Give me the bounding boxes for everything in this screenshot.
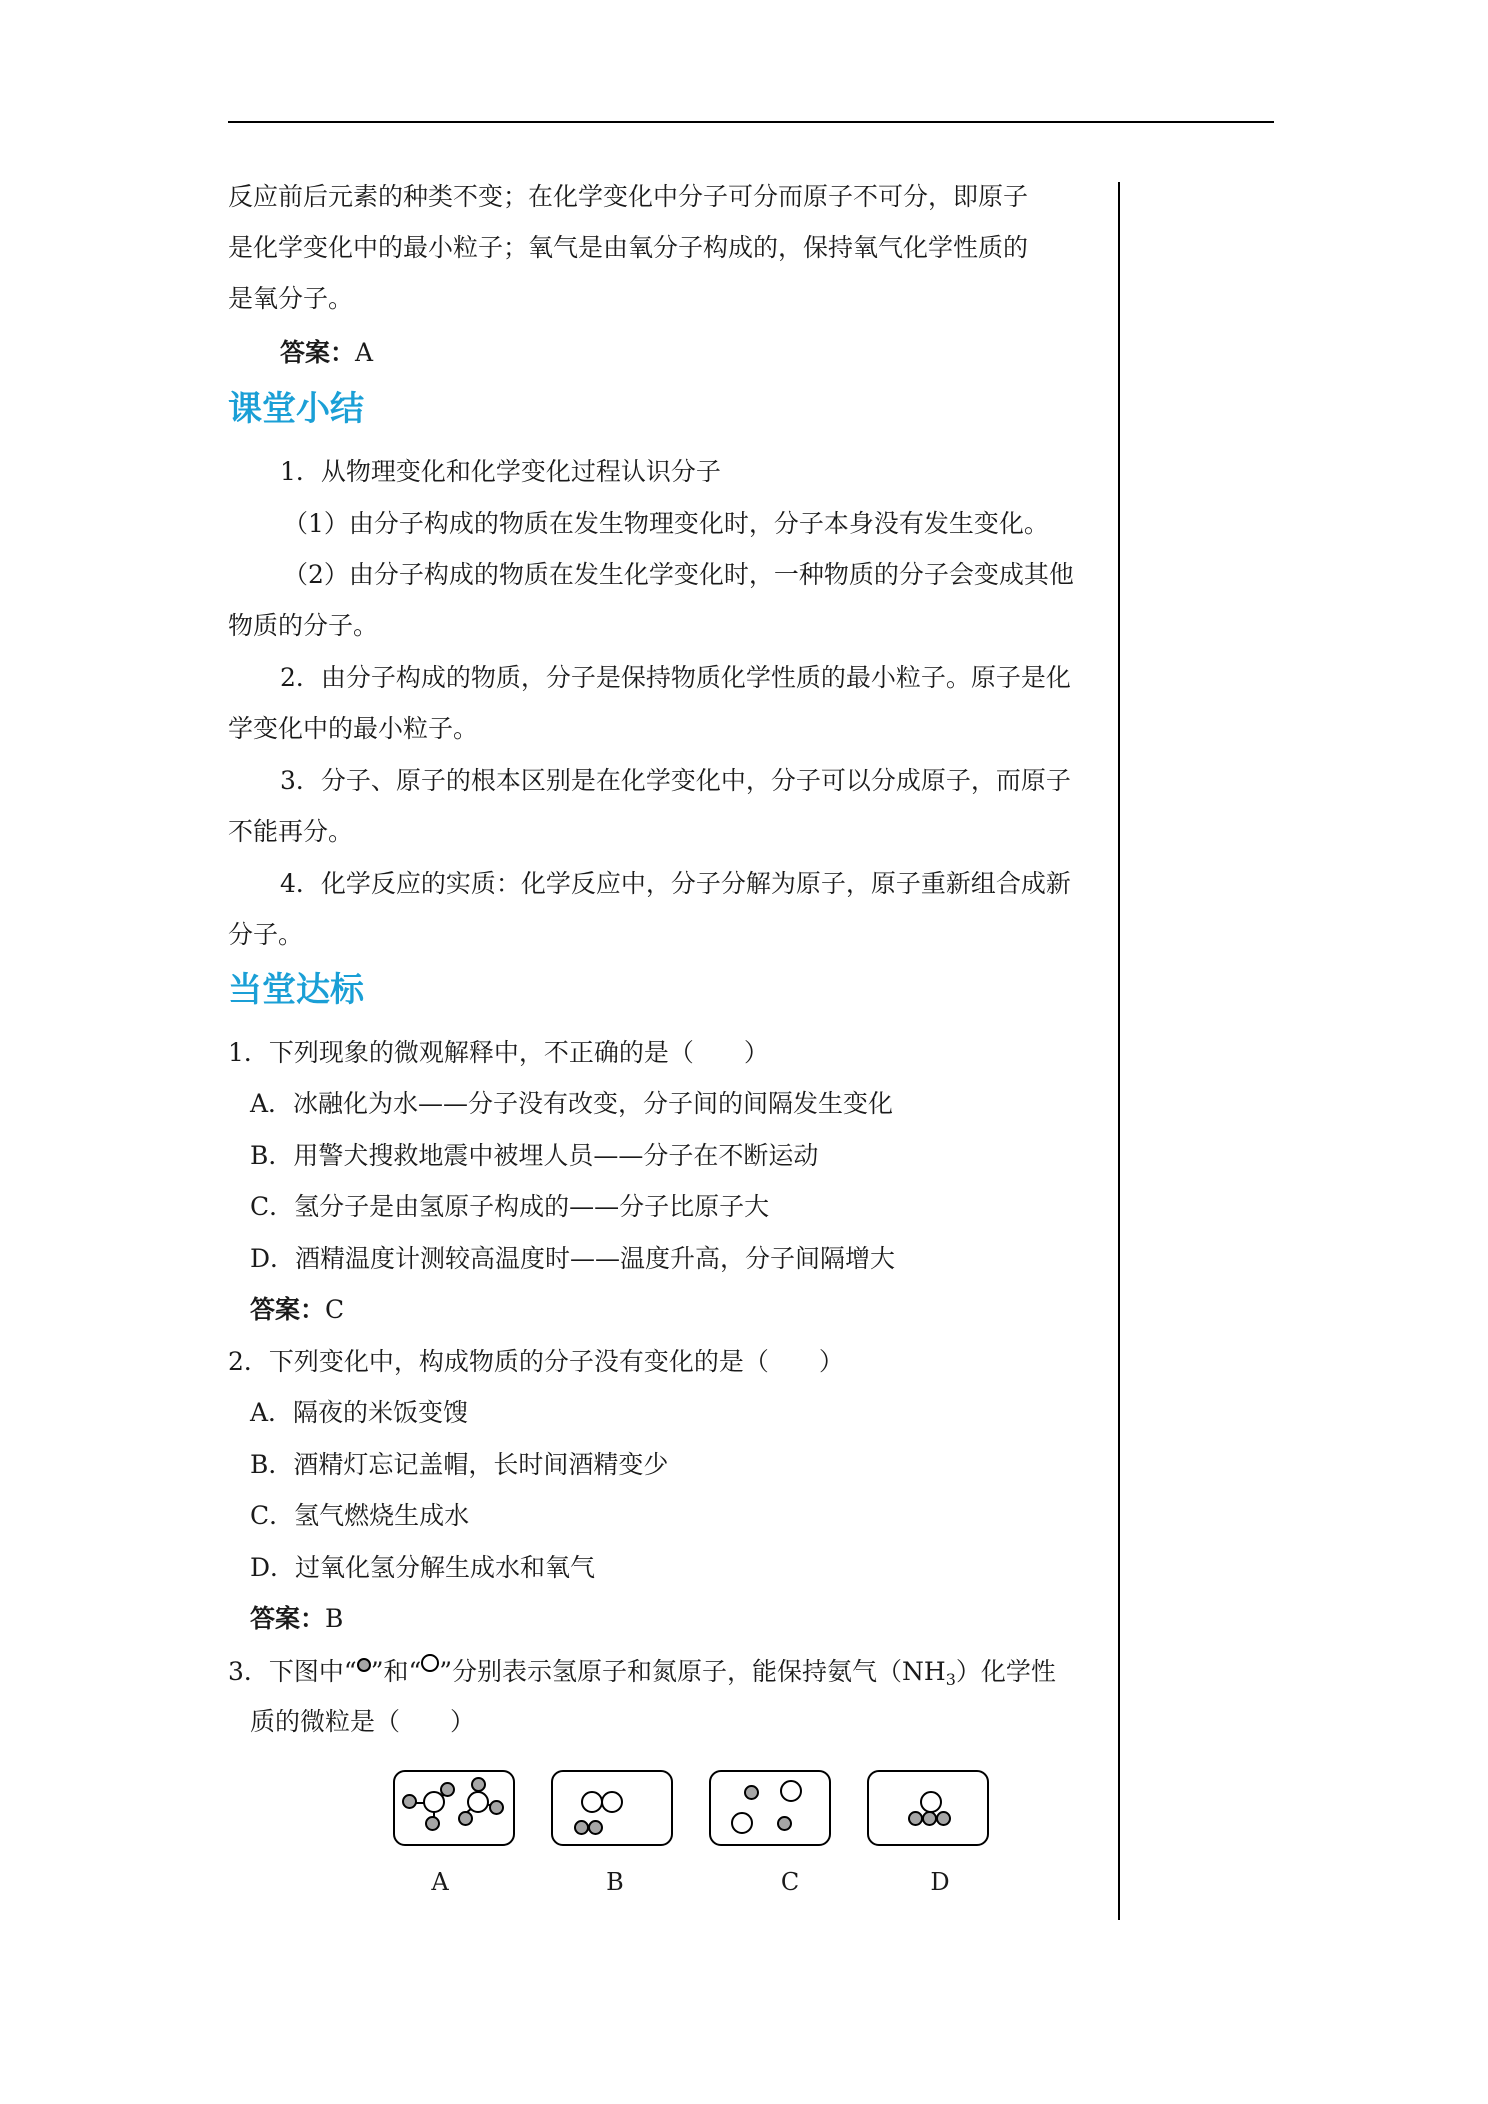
choice-label-b: B	[606, 1868, 624, 1896]
hydrogen-atom-icon	[489, 1800, 504, 1815]
hydrogen-atom-icon	[777, 1816, 792, 1831]
summary-line: 学变化中的最小粒子。	[228, 714, 479, 743]
hydrogen-atom-icon	[471, 1777, 486, 1792]
hydrogen-atom-icon	[425, 1816, 440, 1831]
hydrogen-atom-icon	[588, 1820, 603, 1835]
question-option: A．隔夜的米饭变馊	[250, 1398, 469, 1427]
answer-label: 答案：	[250, 1295, 326, 1324]
choice-label-a: A	[431, 1868, 449, 1896]
summary-line: （2）由分子构成的物质在发生化学变化时，一种物质的分子会变成其他	[283, 560, 1074, 589]
nitrogen-atom-icon	[731, 1812, 753, 1834]
hydrogen-atom-icon	[936, 1811, 951, 1826]
hydrogen-atom-icon	[574, 1820, 589, 1835]
hydrogen-atom-icon	[922, 1811, 937, 1826]
question-stem: 2．下列变化中，构成物质的分子没有变化的是（ ）	[228, 1347, 844, 1376]
molecule-diagram-c	[709, 1770, 831, 1846]
molecule-diagram-d	[867, 1770, 989, 1846]
summary-line: 4．化学反应的实质：化学反应中，分子分解为原子，原子重新组合成新	[280, 869, 1071, 898]
nitrogen-atom-icon	[780, 1780, 802, 1802]
nitrogen-atom-icon	[581, 1791, 603, 1813]
summary-line: 3．分子、原子的根本区别是在化学变化中，分子可以分成原子，而原子	[280, 766, 1071, 795]
question-stem-line2: 质的微粒是（ ）	[250, 1707, 476, 1736]
question-option: D．过氧化氢分解生成水和氧气	[250, 1553, 596, 1582]
answer-label: 答案：	[280, 338, 356, 367]
question-answer	[250, 1293, 344, 1327]
intro-line: 反应前后元素的种类不变；在化学变化中分子可分而原子不可分，即原子	[228, 182, 1029, 211]
choice-label-d: D	[930, 1868, 950, 1896]
nitrogen-atom-icon	[920, 1791, 942, 1813]
summary-line: 2．由分子构成的物质，分子是保持物质化学性质的最小粒子。原子是化	[280, 663, 1071, 692]
margin-rule	[1118, 182, 1120, 1920]
question-option: D．酒精温度计测较高温度时——温度升高，分子间隔增大	[250, 1244, 896, 1273]
hydrogen-atom-icon	[908, 1811, 923, 1826]
question-stem: 1．下列现象的微观解释中，不正确的是（ ）	[228, 1038, 769, 1067]
section-heading-summary: 课堂小结	[228, 389, 364, 429]
answer-value: A	[355, 338, 374, 367]
nitrogen-atom-icon	[467, 1791, 489, 1813]
answer-value: B	[325, 1604, 344, 1633]
molecule-diagram-b	[551, 1770, 673, 1846]
intro-line: 是氧分子。	[228, 284, 354, 313]
question-option: B．用警犬搜救地震中被埋人员——分子在不断运动	[250, 1141, 819, 1170]
summary-line: （1）由分子构成的物质在发生物理变化时，分子本身没有发生变化。	[283, 509, 1049, 538]
summary-line: 分子。	[228, 920, 304, 949]
hydrogen-atom-icon	[357, 1658, 371, 1672]
stem-text: 3．下图中“	[228, 1657, 357, 1686]
summary-line: 不能再分。	[228, 817, 354, 846]
hydrogen-atom-icon	[402, 1794, 417, 1809]
section-heading-practice: 当堂达标	[228, 970, 364, 1010]
stem-text: ”分别表示氢原子和氮原子，能保持氨气（NH	[439, 1657, 946, 1686]
intro-answer	[280, 336, 373, 370]
question-option: B．酒精灯忘记盖帽，长时间酒精变少	[250, 1450, 669, 1479]
nitrogen-atom-icon	[601, 1791, 623, 1813]
hydrogen-atom-icon	[458, 1811, 473, 1826]
question-option: A．冰融化为水——分子没有改变，分子间的间隔发生变化	[250, 1089, 894, 1118]
summary-line: 1．从物理变化和化学变化过程认识分子	[280, 457, 721, 486]
molecule-diagram-a	[393, 1770, 515, 1846]
summary-line: 物质的分子。	[228, 611, 379, 640]
formula-subscript: 3	[945, 1670, 956, 1689]
question-option: C．氢气燃烧生成水	[250, 1501, 470, 1530]
question-stem	[228, 1654, 1056, 1697]
choice-label-c: C	[780, 1868, 800, 1896]
nitrogen-atom-icon	[421, 1654, 439, 1672]
question-answer	[250, 1602, 343, 1636]
header-rule	[228, 121, 1274, 123]
answer-value: C	[325, 1295, 345, 1324]
question-option: C．氢分子是由氢原子构成的——分子比原子大	[250, 1192, 770, 1221]
intro-line: 是化学变化中的最小粒子；氧气是由氧分子构成的，保持氧气化学性质的	[228, 233, 1029, 262]
hydrogen-atom-icon	[744, 1785, 759, 1800]
stem-text: ”和“	[370, 1657, 422, 1686]
answer-label: 答案：	[250, 1604, 326, 1633]
stem-text: ）化学性	[955, 1657, 1056, 1686]
hydrogen-atom-icon	[440, 1782, 455, 1797]
